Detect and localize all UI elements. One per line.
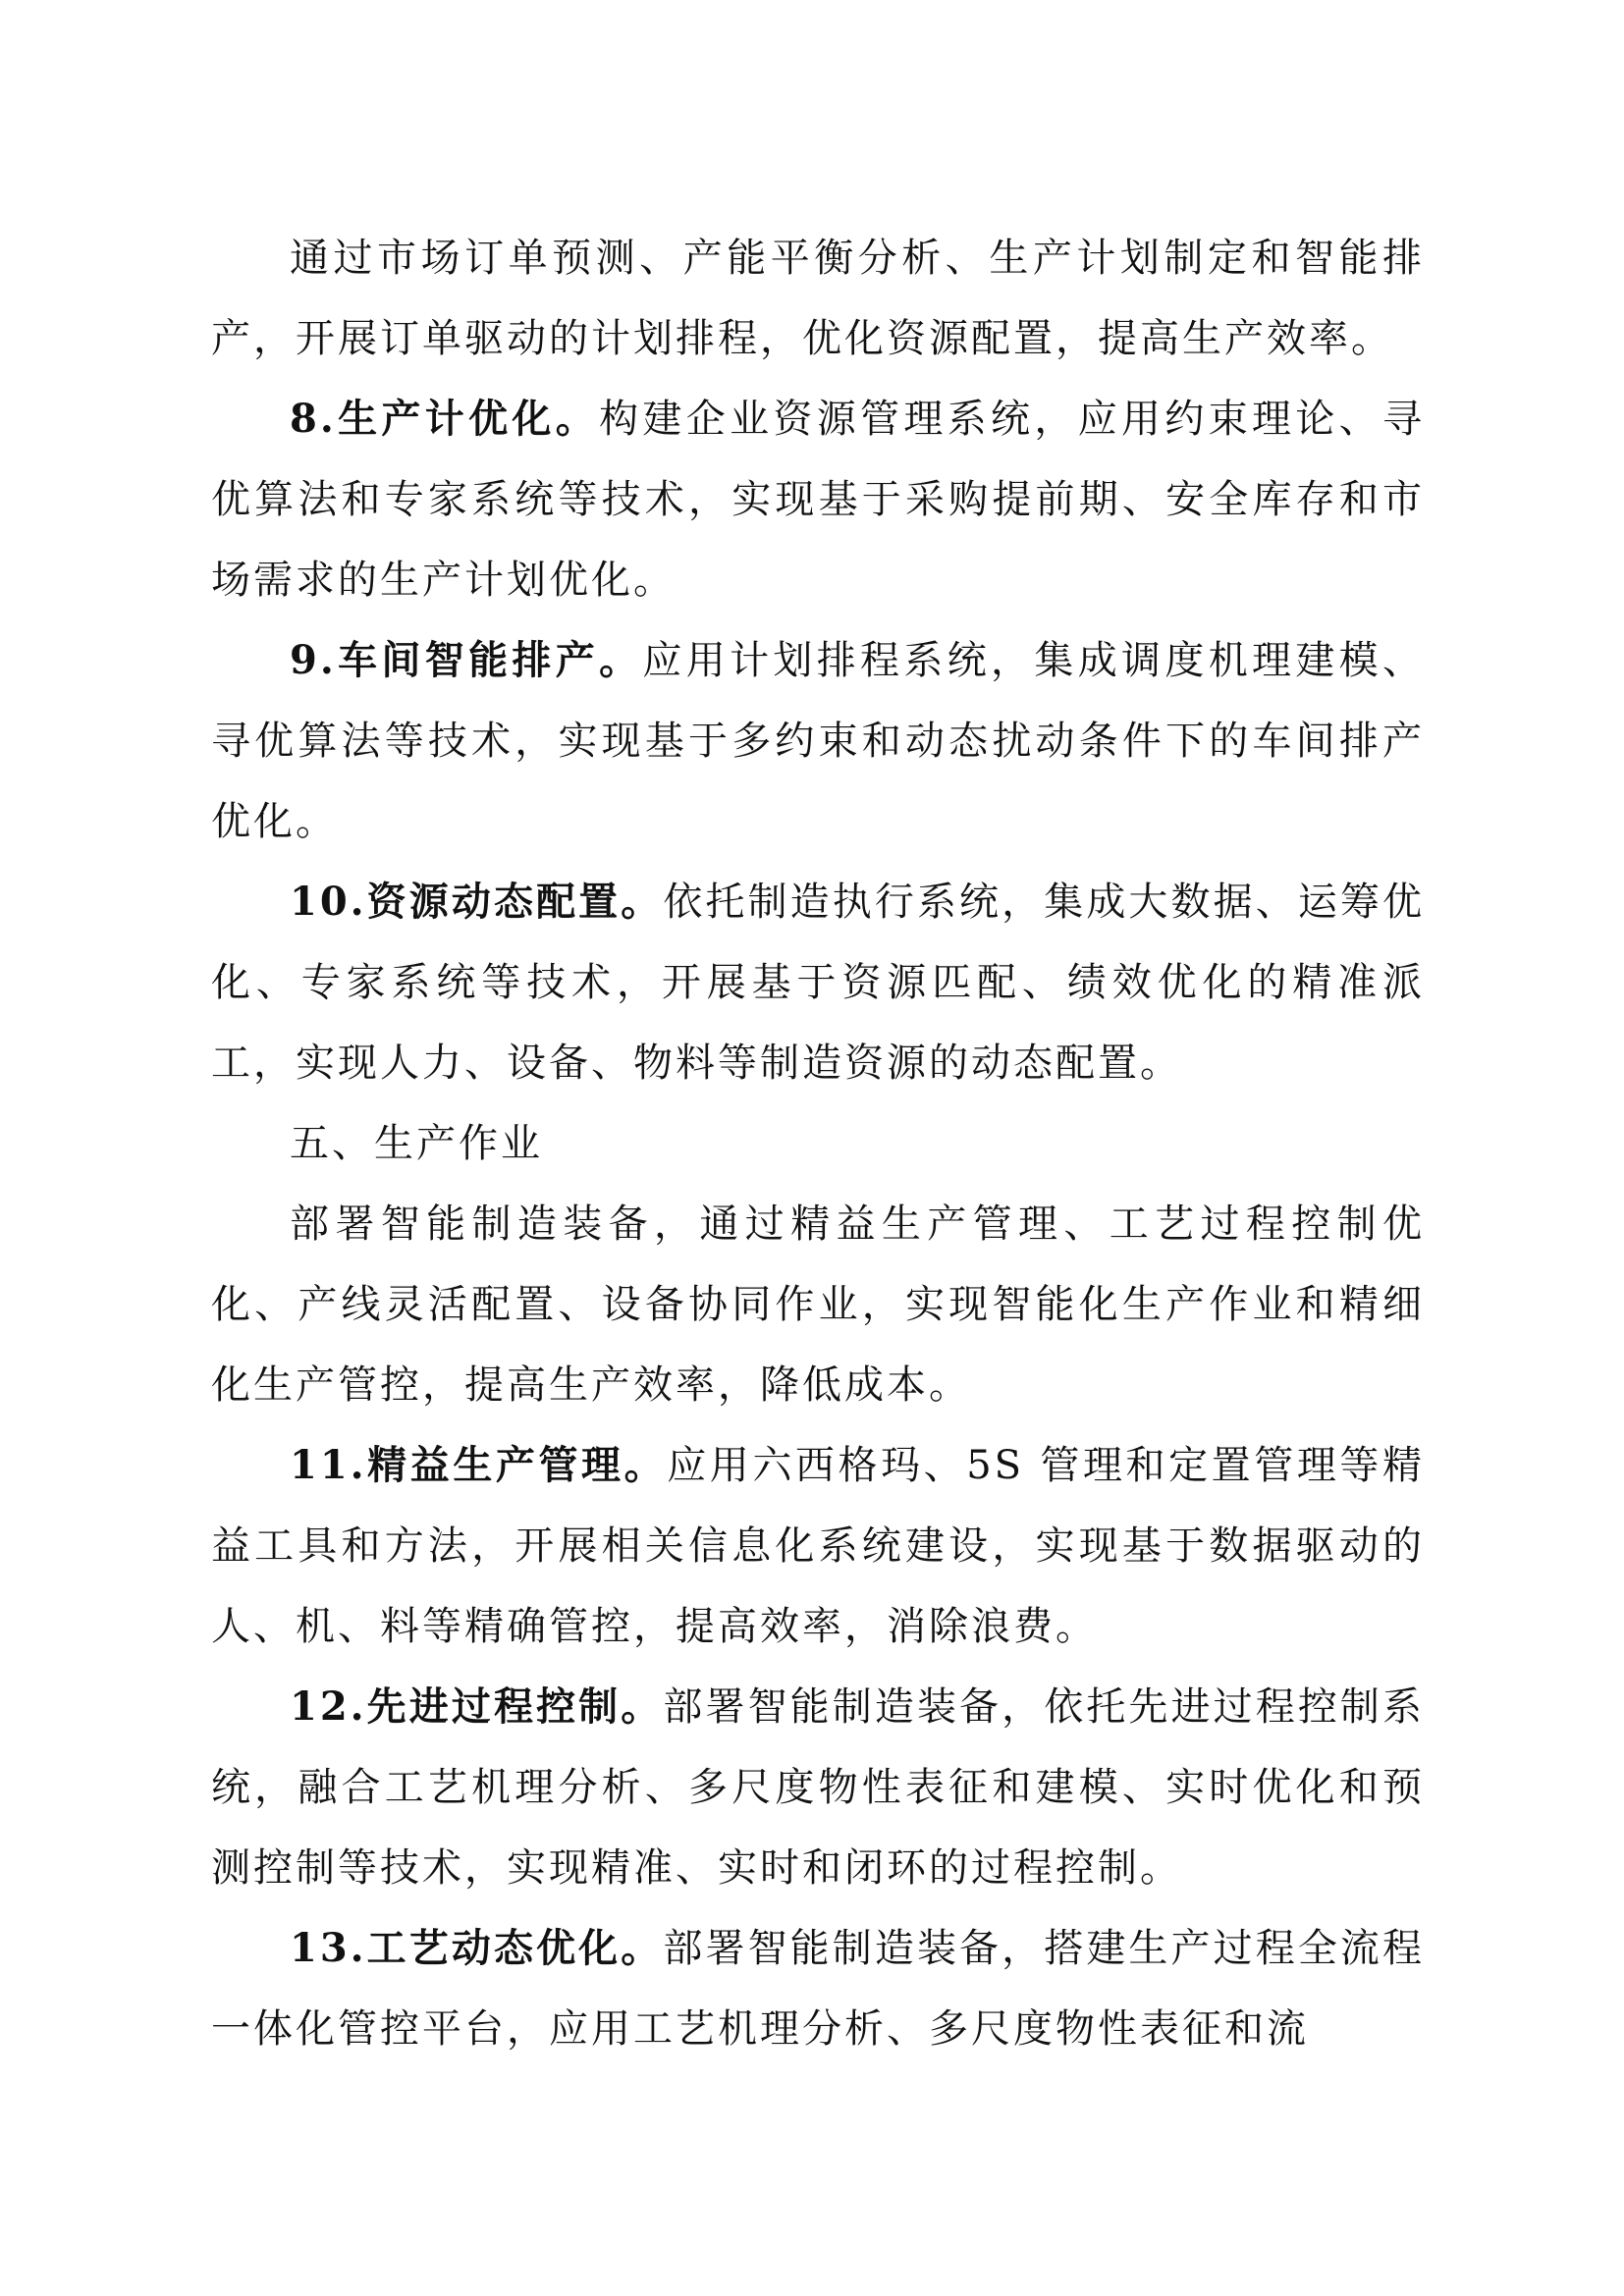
paragraph-item-13	[211, 1908, 1425, 2069]
paragraph-section-intro	[211, 1184, 1425, 1425]
paragraph-item-12	[211, 1667, 1425, 1908]
paragraph-text: 部署智能制造装备，通过精益生产管理、工艺过程控制优化、产线灵活配置、设备协同作业，实现智能化生产作业和精细化生产管控，提高生产效率，降低成本。	[211, 1201, 1425, 1408]
paragraph-lead: 9.车间智能排产。	[290, 637, 643, 683]
paragraph-text: 依托制造执行系统，集成大数据、运筹优化、专家系统等技术，开展基于资源匹配、绩效优化的精准派工，实现人力、设备、物料等制造资源的动态配置。	[211, 880, 1426, 1086]
section-heading: 五、生产作业	[290, 1121, 543, 1166]
paragraph-text: 应用六西格玛、5S 管理和定置管理等精益工具和方法，开展相关信息化系统建设，实现基于数据驱动的人、机、料等精确管控，提高效率，消除浪费。	[211, 1443, 1425, 1649]
paragraph-item-9	[211, 620, 1425, 862]
paragraph-lead: 13.工艺动态优化。	[290, 1925, 664, 1971]
paragraph-lead: 11.精益生产管理。	[290, 1442, 668, 1488]
paragraph-text: 应用计划排程系统，集成调度机理建模、寻优算法等技术，实现基于多约束和动态扰动条件下的车间排产优化。	[211, 638, 1426, 844]
paragraph-text: 构建企业资源管理系统，应用约束理论、寻优算法和专家系统等技术，实现基于采购提前期、安全库存和市场需求的生产计划优化。	[211, 397, 1426, 603]
paragraph-text: 部署智能制造装备，依托先进过程控制系统，融合工艺机理分析、多尺度物性表征和建模、实时优化和预测控制等技术，实现精准、实时和闭环的过程控制。	[211, 1684, 1426, 1891]
paragraph-lead: 12.先进过程控制。	[290, 1683, 664, 1730]
document-page	[211, 218, 1425, 2069]
paragraph-text: 通过市场订单预测、产能平衡分析、生产计划制定和智能排产，开展订单驱动的计划排程，优化资源配置，提高生产效率。	[211, 236, 1425, 361]
paragraph-lead: 10.资源动态配置。	[290, 879, 664, 925]
paragraph-intro	[211, 218, 1425, 379]
paragraph-item-10	[211, 862, 1425, 1103]
paragraph-item-8	[211, 379, 1425, 620]
paragraph-text: 部署智能制造装备，搭建生产过程全流程一体化管控平台，应用工艺机理分析、多尺度物性表征和流	[211, 1926, 1426, 2052]
paragraph-lead: 8.生产计优化。	[290, 396, 600, 442]
paragraph-item-11	[211, 1425, 1425, 1667]
